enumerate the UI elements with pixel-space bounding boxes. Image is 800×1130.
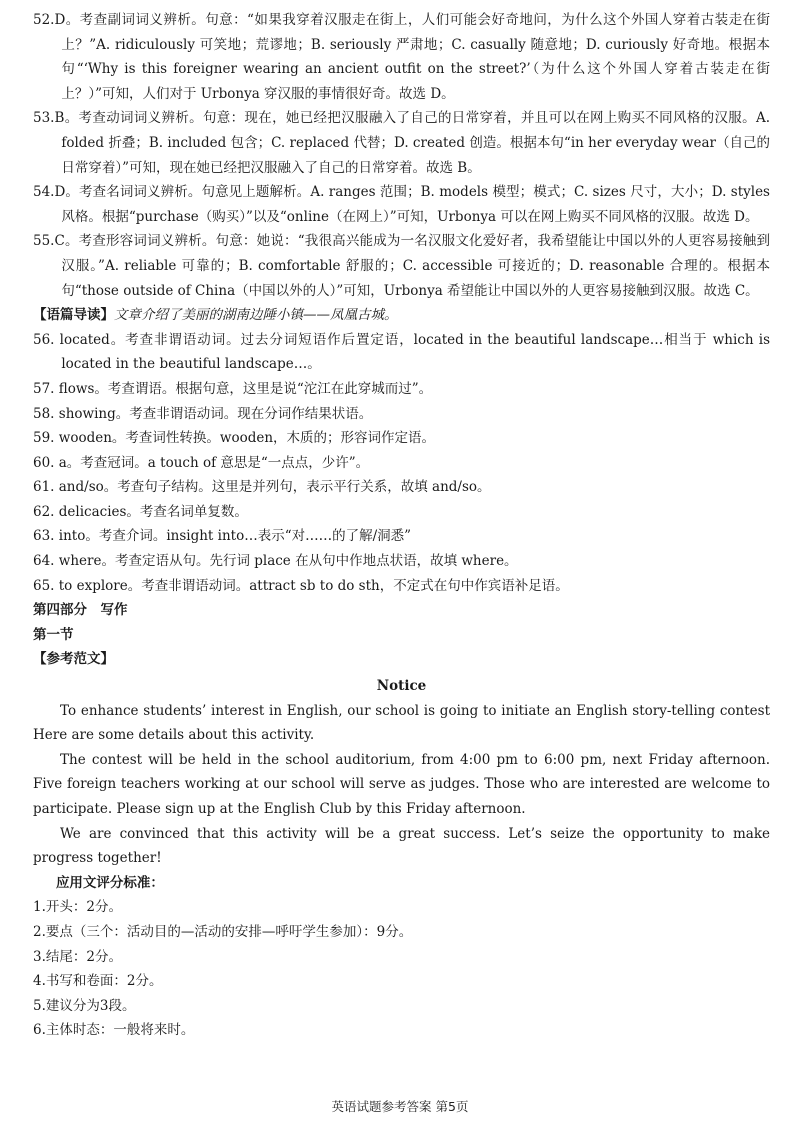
answer-52: 52.D。考查副词词义辨析。句意：“如果我穿着汉服走在街上，人们可能会好奇地问，为什么这个外国人穿着古装走在街上？”A. ridiculously 可笑地；荒谬地；B. seriously 严肃地；C. casually 随意地；D. curiously 好奇地。根据本句“‘Why is this foreigner wearing an ancient outfit on the street?’（为什么这个外国人穿着古装走在街上？）”可知，人们对于 Urbonya 穿汉服的事情很好奇。故选 D。 <box>33 12 770 102</box>
sample-essay-label: 【参考范文】 <box>33 651 114 668</box>
answer-page <box>33 8 770 1043</box>
criteria-title: 应用文评分标准： <box>55 874 164 891</box>
essay-paragraph: To enhance students’ interest in English, our school is going to initiate an English story-telling contest Here are some details about this activity. <box>33 702 770 744</box>
essay-paragraph: The contest will be held in the school auditorium, from 4:00 pm to 6:00 pm, next Friday afternoon. Five foreign teachers working at our school will serve as judges. Those who are interested are welcome to participate. Please sign up at the English Club by this Friday afternoon. <box>33 751 770 817</box>
answer-63: 63. into。考查介词。insight into…表示“对……的了解/洞悉” <box>33 528 412 545</box>
answer-53: 53.B。考查动词词义辨析。句意：现在，她已经把汉服融入了自己的日常穿着，并且可以在网上购买不同风格的汉服。A. folded 折叠；B. included 包含；C. replaced 代替；D. created 创造。根据本句“in her everyday wear（自己的日常穿着）”可知，现在她已经把汉服融入了自己的日常穿着。故选 B。 <box>33 110 770 176</box>
answer-60: 60. a。考查冠词。a touch of 意思是“一点点，少许”。 <box>33 454 370 471</box>
answer-64: 64. where。考查定语从句。先行词 place 在从句中作地点状语，故填 where。 <box>33 553 518 570</box>
answer-59: 59. wooden。考查词性转换。wooden，木质的；形容词作定语。 <box>33 430 436 447</box>
criteria-item: 1.开头：2分。 <box>33 899 122 916</box>
answer-58: 58. showing。考查非谓语动词。现在分词作结果状语。 <box>33 405 373 422</box>
answer-61: 61. and/so。考查句子结构。这里是并列句，表示平行关系，故填 and/so。 <box>33 479 491 496</box>
criteria-item: 6.主体时态：一般将来时。 <box>33 1022 195 1039</box>
answer-57: 57. flows。考查谓语。根据句意，这里是说“沱江在此穿城而过”。 <box>33 380 433 397</box>
section-title: 第四部分 写作 <box>33 602 128 619</box>
page-footer: 英语试题参考答案 第5页 <box>331 1099 469 1114</box>
passage-guide <box>33 303 770 328</box>
passage-guide-text: 文章介绍了美丽的湖南边陲小镇——凤凰古城。 <box>114 307 398 324</box>
answer-56: 56. located。考查非谓语动词。过去分词短语作后置定语，located in the beautiful landscape…相当于 which is located in the beautiful landscape…。 <box>33 331 770 373</box>
answer-65: 65. to explore。考查非谓语动词。attract sb to do sth，不定式在句中作宾语补足语。 <box>33 577 569 594</box>
answer-62: 62. delicacies。考查名词单复数。 <box>33 503 248 520</box>
essay-title: Notice <box>376 678 427 695</box>
criteria-item: 2.要点（三个：活动目的—活动的安排—呼吁学生参加）：9分。 <box>33 923 413 940</box>
answer-55: 55.C。考查形容词词义辨析。句意：她说：“我很高兴能成为一名汉服文化爱好者，我希望能让中国以外的人更容易接触到汉服。”A. reliable 可靠的；B. comfortable 舒服的；C. accessible 可接近的；D. reasonable 合理的。根据本句“those outside of China（中国以外的人）”可知，Urbonya 希望能让中国以外的人更容易接触到汉服。故选 C。 <box>33 233 770 299</box>
essay-paragraph: We are convinced that this activity will be a great success. Let’s seize the opportunity to make progress together! <box>33 825 770 867</box>
answer-54: 54.D。考查名词词义辨析。句意见上题解析。A. ranges 范围；B. models 模型；模式；C. sizes 尺寸，大小；D. styles 风格。根据“purchase（购买）”以及“online（在网上）”可知，Urbonya 可以在网上购买不同风格的汉服。故选 D。 <box>33 184 770 225</box>
criteria-item: 4.书写和卷面：2分。 <box>33 973 163 990</box>
section-subtitle: 第一节 <box>33 626 74 643</box>
criteria-item: 3.结尾：2分。 <box>33 948 122 965</box>
criteria-item: 5.建议分为3段。 <box>33 997 136 1014</box>
passage-guide-label: 【语篇导读】 <box>33 307 114 324</box>
